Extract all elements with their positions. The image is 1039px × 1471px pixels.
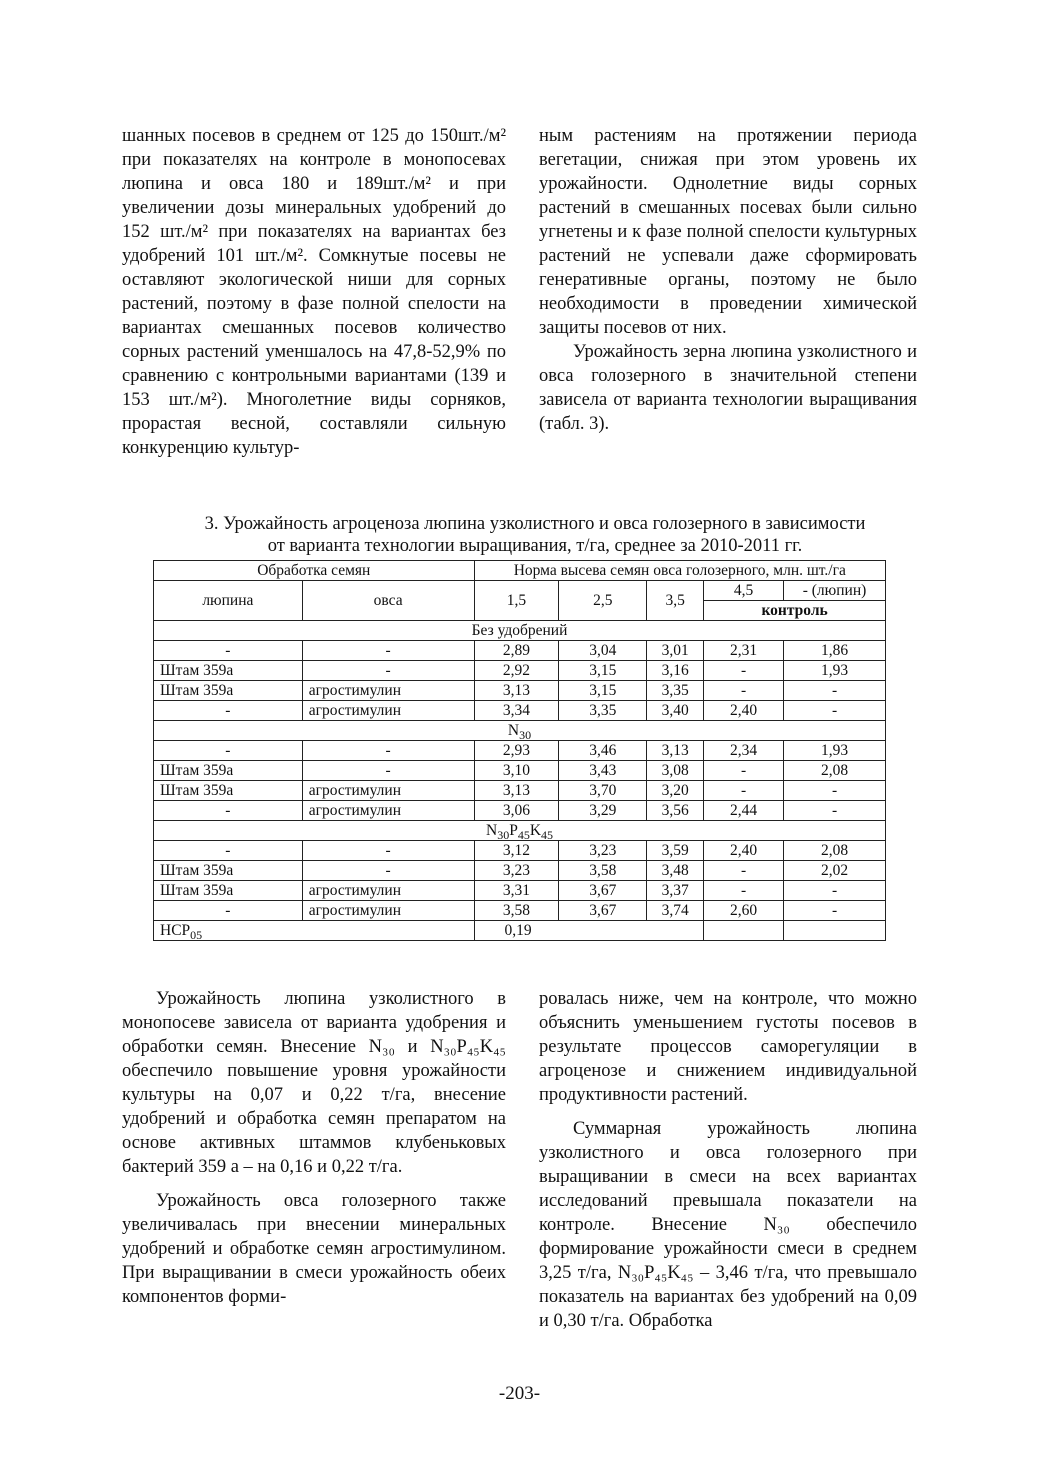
cell: 3,23 <box>474 861 559 881</box>
cell: - <box>784 701 886 721</box>
table-row <box>154 641 886 661</box>
cell: - <box>704 681 784 701</box>
cell: 3,29 <box>559 801 647 821</box>
paragraph: Суммарная урожайность люпина узколистного и овса голозерного при выращивании в смеси на всех вариантах исследований превышала показатели на контроле. Внесение N₃₀ обеспечило формирование урожайности смеси в среднем 3,25 т/га, N₃₀P₄₅K₄₅ – 3,46 т/га, что превышало показатель на вариантах без удобрений на 0,09 и 0,30 т/га. Обработка <box>539 1119 917 1331</box>
cell: 3,10 <box>474 761 559 781</box>
table-row <box>154 861 886 881</box>
cell: 2,08 <box>784 841 886 861</box>
hcp-label-text: НСР <box>160 922 191 939</box>
table-row <box>154 761 886 781</box>
cell: 2,40 <box>704 841 784 861</box>
cell: - <box>704 761 784 781</box>
header-control: контроль <box>704 601 886 621</box>
cell: - <box>784 681 886 701</box>
cell: 2,89 <box>474 641 559 661</box>
hcp-row <box>154 921 886 941</box>
caption-line: от варианта технологии выращивания, т/га, среднее за 2010-2011 гг. <box>267 536 803 556</box>
cell: агростимулин <box>302 701 474 721</box>
cell: 3,59 <box>647 841 704 861</box>
cell: - <box>302 641 474 661</box>
cell: 1,86 <box>784 641 886 661</box>
cell: 3,37 <box>647 881 704 901</box>
cell: Штам 359а <box>154 761 303 781</box>
cell: - <box>784 881 886 901</box>
paragraph: Урожайность зерна люпина узколистного и овса голозерного в значительной степени зависела от варианта технологии выращивания (табл. 3). <box>539 342 917 434</box>
left-column-bottom <box>122 987 506 1309</box>
header-lupin-only: - (люпин) <box>784 581 886 601</box>
cell: - <box>302 841 474 861</box>
caption-line: 3. Урожайность агроценоза люпина узколистного и овса голозерного в зависимости <box>204 514 866 534</box>
table-row <box>154 701 886 721</box>
cell: агростимулин <box>302 901 474 921</box>
npk-n: N <box>485 822 498 839</box>
section-row <box>154 721 886 741</box>
cell: 3,01 <box>647 641 704 661</box>
cell: 3,06 <box>474 801 559 821</box>
section-npk <box>154 821 886 841</box>
npk-n-sub: 30 <box>497 828 510 843</box>
header-rate-3-5: 3,5 <box>647 581 704 621</box>
cell: 3,15 <box>559 661 647 681</box>
table-row <box>154 841 886 861</box>
table-row <box>154 681 886 701</box>
cell: 3,08 <box>647 761 704 781</box>
cell: Штам 359а <box>154 881 303 901</box>
section-n30-sub: 30 <box>519 728 532 743</box>
header-row <box>154 581 886 601</box>
cell <box>784 921 886 941</box>
cell: - <box>154 701 303 721</box>
cell: агростимулин <box>302 681 474 701</box>
cell: агростимулин <box>302 781 474 801</box>
cell: 1,93 <box>784 661 886 681</box>
yield-table <box>153 560 886 941</box>
cell: - <box>784 801 886 821</box>
section-n30-base: N <box>507 722 520 739</box>
table-row <box>154 901 886 921</box>
cell <box>704 921 784 941</box>
header-seeding-rate: Норма высева семян овса голозерного, млн. шт./га <box>474 561 885 581</box>
cell: - <box>704 781 784 801</box>
cell: - <box>302 761 474 781</box>
cell: 3,48 <box>647 861 704 881</box>
cell: 3,04 <box>559 641 647 661</box>
paragraph: Урожайность люпина узколистного в монопосеве зависела от варианта удобрения и обработки семян. Внесение N₃₀ и N₃₀P₄₅K₄₅ обеспечило повышение уровня урожайности культуры на 0,07 и 0,22 т/га, внесение удобрений и обработка семян препаратом на основе активных штаммов клубеньковых бактерий 359 а – на 0,16 и 0,22 т/га. <box>122 989 506 1177</box>
paragraph: ным растениям на протяжении периода вегетации, снижая при этом уровень их урожайности. Однолетние виды сорных растений в смешанных посевах были сильно угнетены и к фазе полной спелости культурных растений не успевали даже сформировать генеративные органы, поэтому не было необходимости в проведении химической защиты посевов от них. <box>539 126 917 338</box>
header-rate-2-5: 2,5 <box>559 581 647 621</box>
cell: 2,02 <box>784 861 886 881</box>
cell: 1,93 <box>784 741 886 761</box>
cell: - <box>302 741 474 761</box>
cell: Штам 359а <box>154 781 303 801</box>
cell: 3,12 <box>474 841 559 861</box>
cell: 3,13 <box>647 741 704 761</box>
cell: 3,35 <box>559 701 647 721</box>
cell: 2,31 <box>704 641 784 661</box>
table-row <box>154 881 886 901</box>
paragraph: шанных посевов в среднем от 125 до 150шт./м² при показателях на контроле в монопосевах люпина и овса 180 и 189шт./м² и при увеличении дозы минеральных удобрений до 152 шт./м² при показателях на вариантах без удобрений 101 шт./м². Сомкнутые посевы не оставляют экологической ниши для сорных растений, поэтому в фазе полной спелости на вариантах смешанных посевов количество сорных растений уменшалось на 47,8-52,9% по сравнению с контрольными вариантами (139 и 153 шт./м²). Многолетние виды сорняков, прорастая весной, составляли сильную конкуренцию культур- <box>122 126 506 458</box>
left-column-top <box>122 124 506 460</box>
cell: 3,70 <box>559 781 647 801</box>
cell: - <box>302 861 474 881</box>
cell: Штам 359а <box>154 661 303 681</box>
npk-k: K <box>529 822 542 839</box>
paragraph: Урожайность овса голозерного также увеличивалась при внесении минеральных удобрений и обработке семян агростимулином. При выращивании в смеси урожайность обеих компонентов форми- <box>122 1191 506 1307</box>
cell: 2,93 <box>474 741 559 761</box>
cell: - <box>302 661 474 681</box>
cell: 3,13 <box>474 781 559 801</box>
cell: - <box>704 861 784 881</box>
cell: 3,20 <box>647 781 704 801</box>
section-no-fertilizer: Без удобрений <box>154 621 886 641</box>
hcp-label <box>154 921 475 941</box>
right-column-top <box>539 124 917 436</box>
cell: агростимулин <box>302 881 474 901</box>
paragraph: ровалась ниже, чем на контроле, что можно объяснить уменьшением густоты посевов в результате процессов саморегуляции в агроценозе и снижением индивидуальной продуктивности растений. <box>539 989 917 1105</box>
cell: 3,58 <box>474 901 559 921</box>
cell: 3,43 <box>559 761 647 781</box>
table-caption <box>140 513 930 557</box>
header-rate-4-5: 4,5 <box>704 581 784 601</box>
cell: 3,15 <box>559 681 647 701</box>
table-row <box>154 781 886 801</box>
cell: 3,16 <box>647 661 704 681</box>
cell: - <box>784 781 886 801</box>
header-seed-treatment: Обработка семян <box>154 561 475 581</box>
cell: 3,40 <box>647 701 704 721</box>
cell: 3,35 <box>647 681 704 701</box>
cell: 3,58 <box>559 861 647 881</box>
cell: 3,67 <box>559 881 647 901</box>
hcp-label-sub: 05 <box>190 928 203 943</box>
cell: 2,92 <box>474 661 559 681</box>
header-lupin: люпина <box>154 581 303 621</box>
cell: 3,74 <box>647 901 704 921</box>
cell: 3,13 <box>474 681 559 701</box>
cell: - <box>154 841 303 861</box>
cell: - <box>154 901 303 921</box>
table-row <box>154 741 886 761</box>
cell: Штам 359а <box>154 861 303 881</box>
header-oat: овса <box>302 581 474 621</box>
section-row <box>154 821 886 841</box>
cell: 2,34 <box>704 741 784 761</box>
npk-k-sub: 45 <box>541 828 554 843</box>
npk-p-sub: 45 <box>517 828 530 843</box>
cell: - <box>784 901 886 921</box>
cell: 2,44 <box>704 801 784 821</box>
cell: 2,08 <box>784 761 886 781</box>
cell: - <box>154 741 303 761</box>
table-row <box>154 801 886 821</box>
section-row <box>154 621 886 641</box>
cell: Штам 359а <box>154 681 303 701</box>
cell: 3,67 <box>559 901 647 921</box>
cell: агростимулин <box>302 801 474 821</box>
header-row <box>154 561 886 581</box>
npk-p: P <box>509 822 518 839</box>
cell: 3,56 <box>647 801 704 821</box>
hcp-value: 0,19 <box>474 921 704 941</box>
cell: - <box>154 641 303 661</box>
cell: 3,34 <box>474 701 559 721</box>
cell: 3,23 <box>559 841 647 861</box>
cell: 2,60 <box>704 901 784 921</box>
right-column-bottom <box>539 987 917 1333</box>
page-number: -203- <box>498 1383 541 1404</box>
table-row <box>154 661 886 681</box>
cell: 3,46 <box>559 741 647 761</box>
cell: - <box>154 801 303 821</box>
header-rate-1-5: 1,5 <box>474 581 559 621</box>
cell: - <box>704 881 784 901</box>
cell: - <box>704 661 784 681</box>
section-n30 <box>154 721 886 741</box>
cell: 2,40 <box>704 701 784 721</box>
cell: 3,31 <box>474 881 559 901</box>
